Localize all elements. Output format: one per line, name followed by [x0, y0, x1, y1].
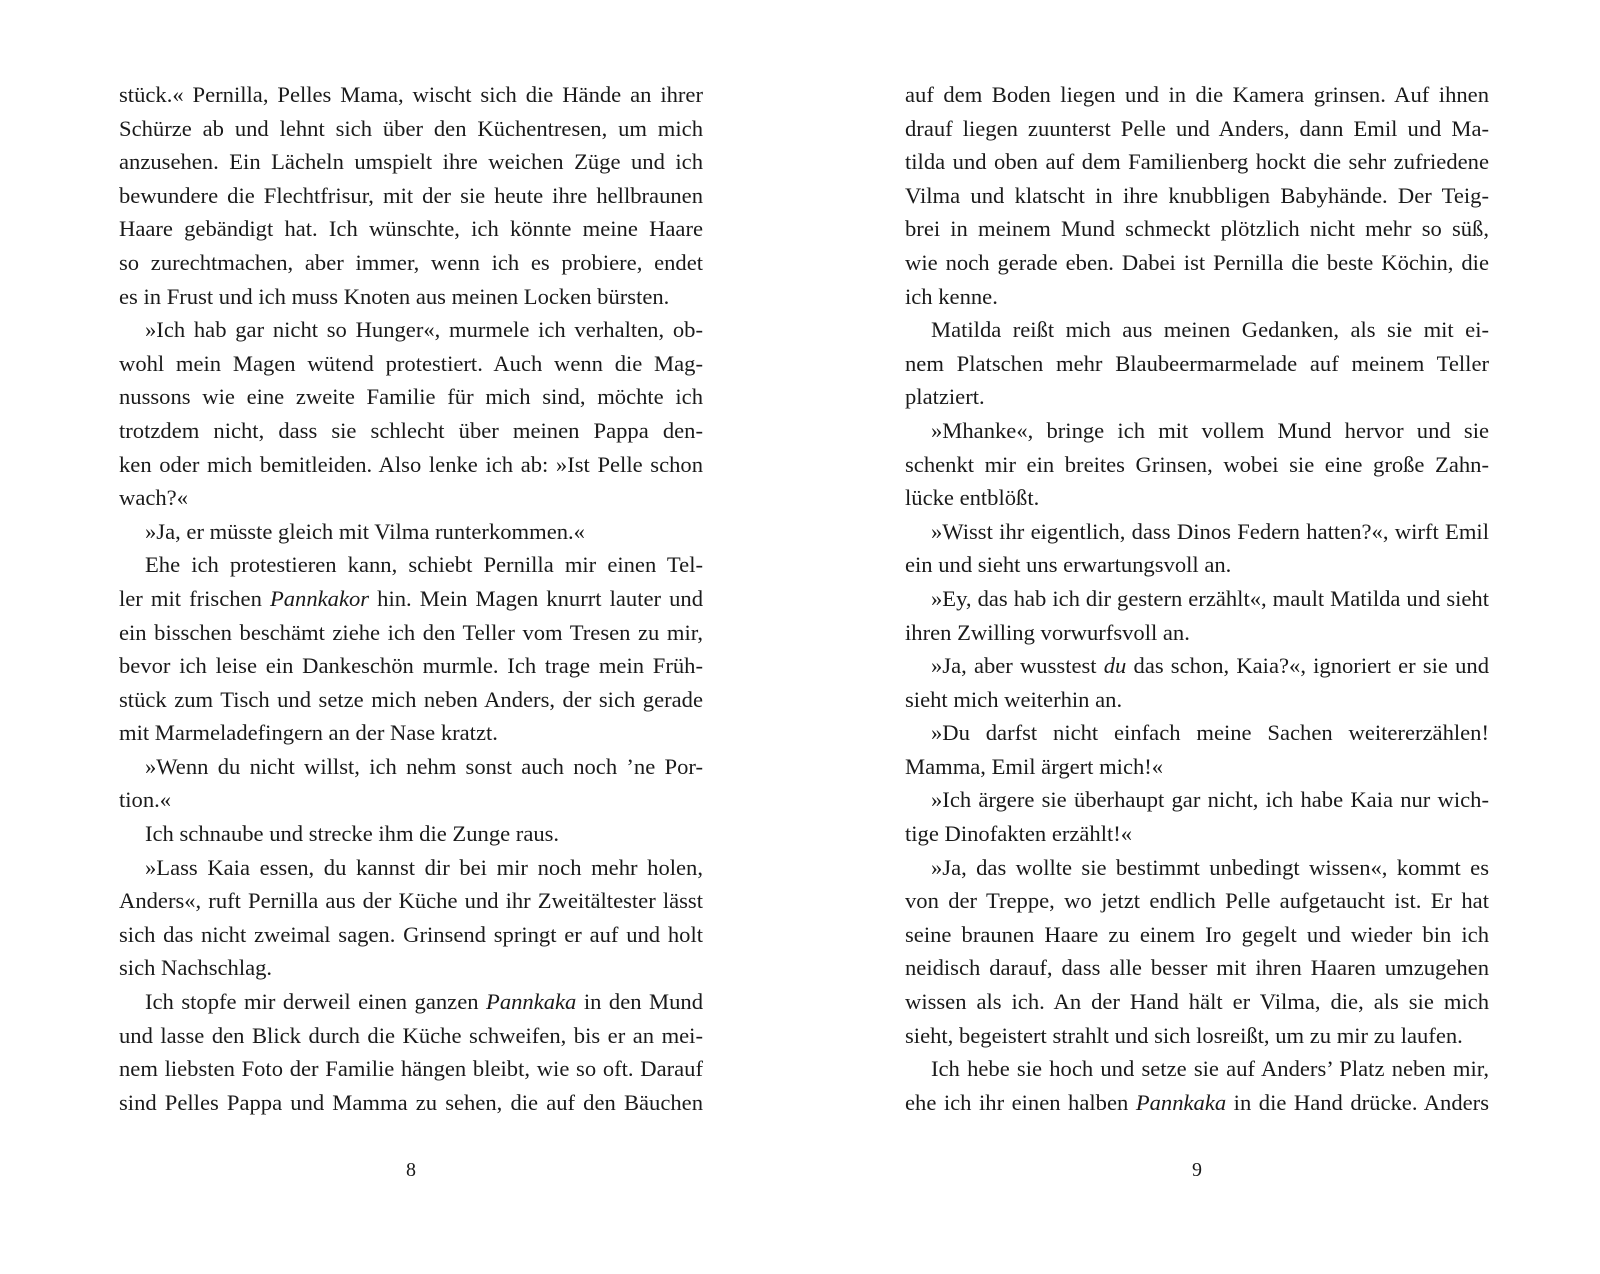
- text-segment: ich kenne.: [905, 283, 998, 309]
- text-segment: Ich hebe sie hoch und setze sie auf Anders’ Platz neben mir,: [931, 1056, 1489, 1082]
- text-line: [905, 280, 1489, 314]
- text-segment: »Ja, er müsste gleich mit Vilma runterkommen.«: [145, 518, 585, 544]
- text-segment: nussons wie eine zweite Familie für mich sind, möchte ich: [119, 384, 703, 410]
- page-number: 9: [1192, 1159, 1202, 1181]
- text-line: [119, 985, 703, 1019]
- text-line: [905, 78, 1489, 112]
- text-line: [119, 212, 703, 246]
- text-segment: stück zum Tisch und setze mich neben Anders, der sich gerade: [119, 686, 703, 712]
- right-page: [800, 0, 1600, 1274]
- text-segment: ein bisschen beschämt ziehe ich den Teller vom Tresen zu mir,: [119, 619, 703, 645]
- text-line: [119, 918, 703, 952]
- text-segment: so zurechtmachen, aber immer, wenn ich es probiere, endet: [119, 249, 703, 275]
- text-line: [905, 179, 1489, 213]
- text-line: [905, 985, 1489, 1019]
- text-line: [119, 1019, 703, 1053]
- text-segment: wach?«: [119, 485, 188, 511]
- text-segment: mit Marmeladefingern an der Nase kratzt.: [119, 720, 498, 746]
- text-segment: Mamma, Emil ärgert mich!«: [905, 753, 1164, 779]
- text-segment: »Ich ärgere sie überhaupt gar nicht, ich habe Kaia nur wich-: [931, 787, 1489, 813]
- text-segment: neidisch darauf, dass alle besser mit ihren Haaren umzugehen: [905, 955, 1489, 981]
- text-segment: »Mhanke«, bringe ich mit vollem Mund hervor und sie: [931, 417, 1489, 443]
- text-segment: trotzdem nicht, dass sie schlecht über meinen Pappa den-: [119, 417, 703, 443]
- text-line: [905, 1086, 1489, 1120]
- text-line: [119, 313, 703, 347]
- text-segment: »Ja, aber wusstest: [931, 653, 1104, 679]
- text-segment: anzusehen. Ein Lächeln umspielt ihre weichen Züge und ich: [119, 149, 703, 175]
- text-line: [905, 414, 1489, 448]
- text-segment: »Ich hab gar nicht so Hunger«, murmele ich verhalten, ob-: [145, 317, 703, 343]
- text-line: [119, 851, 703, 885]
- italic-term: Pannkakor: [269, 585, 370, 611]
- text-segment: in die Hand drücke. Anders: [1226, 1089, 1489, 1115]
- text-segment: bevor ich leise ein Dankeschön murmle. Ich trage mein Früh-: [119, 653, 703, 679]
- text-segment: »Lass Kaia essen, du kannst dir bei mir noch mehr holen,: [145, 854, 703, 880]
- text-line: [905, 1019, 1489, 1053]
- text-line: [119, 347, 703, 381]
- text-line: [119, 1052, 703, 1086]
- text-line: [905, 246, 1489, 280]
- text-line: [905, 817, 1489, 851]
- text-line: [905, 1052, 1489, 1086]
- text-segment: wohl mein Magen wütend protestiert. Auch wenn die Mag-: [119, 350, 703, 376]
- text-line: [119, 414, 703, 448]
- text-segment: ihren Zwilling vorwurfsvoll an.: [905, 619, 1190, 645]
- text-line: [905, 112, 1489, 146]
- text-segment: das schon, Kaia?«, ignoriert er sie und: [1126, 653, 1489, 679]
- text-segment: auf dem Boden liegen und in die Kamera grinsen. Auf ihnen: [905, 82, 1489, 107]
- text-line: [119, 884, 703, 918]
- text-segment: platziert.: [905, 384, 985, 410]
- text-line: [905, 918, 1489, 952]
- text-segment: wie noch gerade eben. Dabei ist Pernilla die beste Köchin, die: [905, 249, 1489, 275]
- text-segment: nem Platschen mehr Blaubeermarmelade auf meinem Teller: [905, 350, 1489, 376]
- text-segment: tion.«: [119, 787, 172, 813]
- text-line: [119, 112, 703, 146]
- right-page-text: [905, 78, 1489, 1119]
- text-line: [905, 481, 1489, 515]
- text-line: [905, 750, 1489, 784]
- text-segment: Haare gebändigt hat. Ich wünschte, ich könnte meine Haare: [119, 216, 703, 242]
- text-line: [119, 481, 703, 515]
- text-line: [119, 616, 703, 650]
- text-segment: Ich stopfe mir derweil einen ganzen: [145, 989, 487, 1015]
- text-segment: seine braunen Haare zu einem Iro gegelt und wieder bin ich: [905, 921, 1489, 947]
- text-line: [119, 280, 703, 314]
- text-line: [905, 347, 1489, 381]
- text-segment: bewundere die Flechtfrisur, mit der sie heute ihre hellbraunen: [119, 182, 703, 208]
- text-segment: »Ja, das wollte sie bestimmt unbedingt wissen«, kommt es: [931, 854, 1489, 880]
- text-segment: »Wisst ihr eigentlich, dass Dinos Federn hatten?«, wirft Emil: [931, 518, 1489, 544]
- text-line: [905, 783, 1489, 817]
- text-line: [905, 616, 1489, 650]
- italic-term: Pannkaka: [486, 989, 577, 1015]
- text-line: [119, 582, 703, 616]
- text-line: [905, 313, 1489, 347]
- text-segment: Ehe ich protestieren kann, schiebt Pernilla mir einen Tel-: [145, 552, 703, 578]
- text-line: [119, 246, 703, 280]
- text-line: [119, 145, 703, 179]
- text-segment: Schürze ab und lehnt sich über den Küchentresen, um mich: [119, 115, 703, 141]
- text-segment: Matilda reißt mich aus meinen Gedanken, als sie mit ei-: [931, 317, 1489, 343]
- text-segment: stück.« Pernilla, Pelles Mama, wischt sich die Hände an ihrer: [119, 82, 703, 107]
- text-line: [119, 683, 703, 717]
- text-line: [905, 716, 1489, 750]
- text-segment: ein und sieht uns erwartungsvoll an.: [905, 552, 1232, 578]
- text-line: [905, 582, 1489, 616]
- text-segment: Vilma und klatscht in ihre knubbligen Babyhände. Der Teig-: [905, 182, 1489, 208]
- text-segment: »Wenn du nicht willst, ich nehm sonst auch noch ’ne Por-: [145, 753, 703, 779]
- text-line: [905, 683, 1489, 717]
- text-segment: sieht, begeistert strahlt und sich losreißt, um zu mir zu laufen.: [905, 1022, 1463, 1048]
- text-line: [905, 212, 1489, 246]
- text-segment: brei in meinem Mund schmeckt plötzlich nicht mehr so süß,: [905, 216, 1489, 242]
- text-segment: sich das nicht zweimal sagen. Grinsend springt er auf und holt: [119, 921, 703, 947]
- text-line: [905, 515, 1489, 549]
- text-line: [119, 783, 703, 817]
- text-line: [119, 515, 703, 549]
- text-line: [905, 380, 1489, 414]
- italic-term: Pannkaka: [1135, 1089, 1227, 1115]
- text-line: [119, 179, 703, 213]
- text-line: [119, 448, 703, 482]
- text-segment: schenkt mir ein breites Grinsen, wobei sie eine große Zahn-: [905, 451, 1489, 477]
- text-segment: es in Frust und ich muss Knoten aus meinen Locken bürsten.: [119, 283, 670, 309]
- text-segment: tilda und oben auf dem Familienberg hockt die sehr zufriedene: [905, 149, 1489, 175]
- text-line: [905, 884, 1489, 918]
- text-segment: sind Pelles Pappa und Mamma zu sehen, die auf den Bäuchen: [119, 1089, 703, 1115]
- text-line: [119, 951, 703, 985]
- text-segment: Ich schnaube und strecke ihm die Zunge raus.: [145, 821, 560, 847]
- text-segment: »Du darfst nicht einfach meine Sachen weitererzählen!: [931, 720, 1489, 746]
- text-line: [905, 649, 1489, 683]
- text-line: [905, 851, 1489, 885]
- text-line: [119, 649, 703, 683]
- text-segment: wissen als ich. An der Hand hält er Vilma, die, als sie mich: [905, 989, 1489, 1015]
- text-line: [119, 380, 703, 414]
- text-segment: sich Nachschlag.: [119, 955, 273, 981]
- text-line: [905, 548, 1489, 582]
- text-segment: ken oder mich bemitleiden. Also lenke ich ab: »Ist Pelle schon: [119, 451, 703, 477]
- text-segment: lücke entblößt.: [905, 485, 1040, 511]
- text-segment: ler mit frischen: [119, 585, 270, 611]
- text-segment: und lasse den Blick durch die Küche schweifen, bis er an mei-: [119, 1022, 703, 1048]
- text-segment: nem liebsten Foto der Familie hängen bleibt, wie so oft. Darauf: [119, 1056, 703, 1082]
- text-line: [905, 145, 1489, 179]
- text-segment: ehe ich ihr einen halben: [905, 1089, 1136, 1115]
- text-segment: hin. Mein Magen knurrt lauter und: [369, 585, 703, 611]
- text-segment: tige Dinofakten erzählt!«: [905, 821, 1133, 847]
- text-segment: »Ey, das hab ich dir gestern erzählt«, mault Matilda und sieht: [931, 585, 1489, 611]
- text-line: [119, 750, 703, 784]
- text-segment: sieht mich weiterhin an.: [905, 686, 1123, 712]
- text-segment: drauf liegen zuunterst Pelle und Anders, dann Emil und Ma-: [905, 115, 1489, 141]
- text-segment: Anders«, ruft Pernilla aus der Küche und ihr Zweitältester lässt: [119, 888, 703, 914]
- text-segment: in den Mund: [576, 989, 703, 1015]
- left-page-text: [119, 78, 703, 1119]
- text-line: [905, 448, 1489, 482]
- text-line: [905, 951, 1489, 985]
- page-number: 8: [406, 1159, 416, 1181]
- text-line: [119, 817, 703, 851]
- text-line: [119, 78, 703, 112]
- text-line: [119, 716, 703, 750]
- text-line: [119, 1086, 703, 1120]
- text-segment: von der Treppe, wo jetzt endlich Pelle aufgetaucht ist. Er hat: [905, 888, 1489, 914]
- text-line: [119, 548, 703, 582]
- italic-term: du: [1103, 653, 1127, 679]
